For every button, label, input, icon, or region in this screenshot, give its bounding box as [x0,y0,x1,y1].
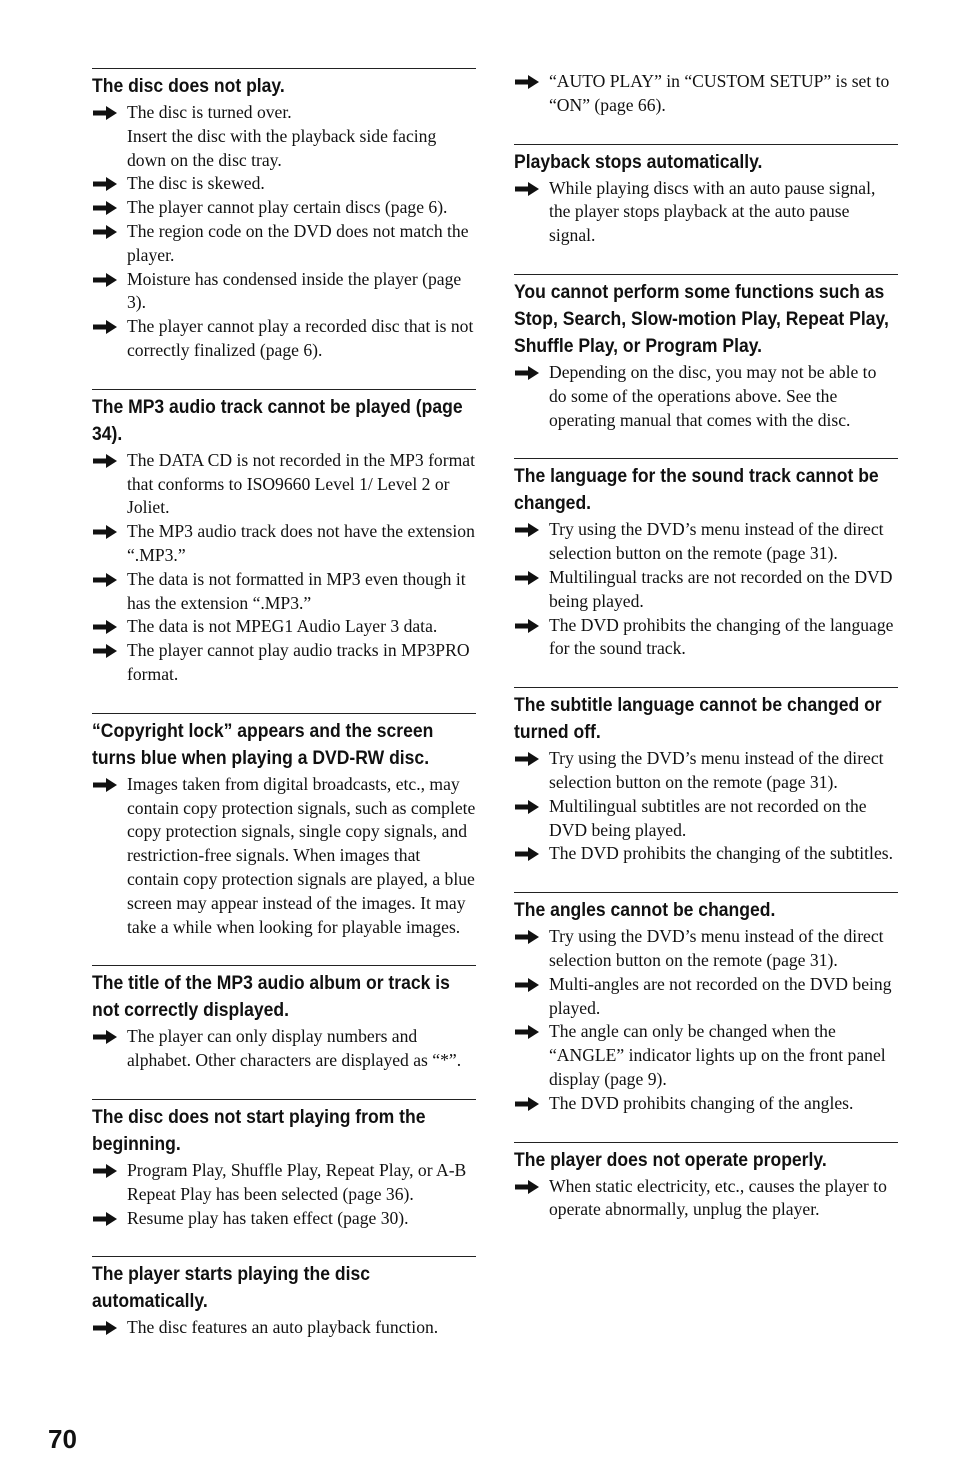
list-item-text: Depending on the disc, you may not be able to do some of the operations above. See the operating manual that comes with the disc. [549,361,877,430]
list-item-text: The player can only display numbers and alphabet. Other characters are displayed as “*”. [127,1026,462,1071]
list-item-text: The angle can only be changed when the “ANGLE” indicator lights up on the front panel display (page 9). [549,1021,886,1089]
list-item [92,315,476,363]
list-item-text: The player cannot play certain discs (page 6). [127,197,448,218]
arrow-icon [92,572,118,588]
list-item [514,518,898,566]
list-item [92,568,476,616]
troubleshooting-section [92,389,476,687]
list-item-text: The disc is turned over. Insert the disc with the playback side facing down on the disc tray. [127,102,437,170]
arrow-icon [92,176,118,192]
list-item [514,973,898,1021]
list-item [92,639,476,687]
list-item [514,566,898,614]
arrow-icon [92,1320,118,1336]
troubleshooting-section [92,1099,476,1230]
arrow-icon [514,1096,540,1112]
troubleshooting-section [514,274,898,432]
list-item [92,773,476,940]
section-heading: The disc does not start playing from the beginning. [92,1105,426,1155]
arrow-icon [92,643,118,659]
section-heading: The title of the MP3 audio album or track is not correctly displayed. [92,972,450,1022]
arrow-icon [92,1163,118,1179]
list-item-text: Multi-angles are not recorded on the DVD being played. [549,973,892,1018]
arrow-icon [92,777,118,793]
list-item-text: The region code on the DVD does not match the player. [127,220,469,265]
arrow-icon [514,1179,540,1195]
arrow-icon [514,570,540,586]
list-item [92,1025,476,1073]
arrow-icon [92,200,118,216]
list-item [514,1092,898,1116]
list-item [92,520,476,568]
list-item-text: Program Play, Shuffle Play, Repeat Play, or A-B Repeat Play has been selected (page 36). [127,1159,467,1204]
list-item-text: The DVD prohibits the changing of the subtitles. [549,843,893,864]
section-heading: The player does not operate properly. [514,1148,827,1171]
list-item-text: Multilingual subtitles are not recorded on the DVD being played. [549,795,867,840]
list-item-text: “AUTO PLAY” in “CUSTOM SETUP” is set to “ON” (page 66). [549,71,890,115]
troubleshooting-section [92,68,476,363]
list-item-text: The DVD prohibits the changing of the language for the sound track. [549,614,894,659]
list-item-text: Multilingual tracks are not recorded on the DVD being played. [549,566,893,611]
section-heading: The MP3 audio track cannot be played (page 34). [92,395,463,445]
section-heading: The player starts playing the disc automatically. [92,1263,370,1313]
arrow-icon [514,522,540,538]
list-item [92,268,476,316]
list-item [92,101,476,172]
list-item [514,70,898,118]
list-item [92,1159,476,1207]
troubleshooting-section [514,458,898,661]
troubleshooting-section [514,68,898,118]
arrow-icon [514,618,540,634]
troubleshooting-section [92,1256,476,1340]
section-heading: The disc does not play. [92,75,285,97]
troubleshooting-section [92,713,476,940]
arrow-icon [514,181,540,197]
right-column [514,68,898,1248]
list-item [514,177,898,248]
list-item [92,172,476,196]
list-item [514,614,898,662]
arrow-icon [92,1029,118,1045]
arrow-icon [514,365,540,381]
list-item [514,925,898,973]
arrow-icon [92,105,118,121]
arrow-icon [514,751,540,767]
list-item-text: The player cannot play a recorded disc that is not correctly finalized (page 6). [127,316,474,360]
arrow-icon [514,929,540,945]
arrow-icon [92,619,118,635]
arrow-icon [92,524,118,540]
list-item [514,1175,898,1223]
troubleshooting-section [514,892,898,1115]
list-item [92,1207,476,1231]
arrow-icon [92,319,118,335]
troubleshooting-section [514,1142,898,1223]
list-item-text: Moisture has condensed inside the player (page 3). [127,268,462,313]
left-column [92,68,476,1366]
list-item-text: Images taken from digital broadcasts, etc., may contain copy protection signals, such as complete copy protection signals, single copy signals, and restriction-free signals. When images that contain copy protection signals are played, a blue screen may appear instead of the images. It may take a while when looking for playable images. [127,773,476,937]
list-item-text: The disc is skewed. [127,173,265,194]
list-item-text: Try using the DVD’s menu instead of the direct selection button on the remote (page 31). [549,748,884,792]
list-item [514,795,898,843]
list-item [92,449,476,520]
section-heading: Playback stops automatically. [514,150,763,173]
list-item-text: Resume play has taken effect (page 30). [127,1207,409,1228]
arrow-icon [514,977,540,993]
section-heading: The angles cannot be changed. [514,899,776,922]
list-item [514,842,898,866]
list-item-text: The player cannot play audio tracks in MP3PRO format. [127,640,470,684]
page-number: 70 [48,1424,77,1454]
section-heading: You cannot perform some functions such as Stop, Search, Slow-motion Play, Repeat Play, Shuffle Play, or Program Play. [514,280,889,357]
list-item [514,361,898,432]
arrow-icon [92,224,118,240]
troubleshooting-section [514,687,898,866]
list-item [92,1316,476,1340]
list-item [514,1020,898,1091]
section-heading: “Copyright lock” appears and the screen turns blue when playing a DVD-RW disc. [92,719,434,769]
list-item-text: The data is not MPEG1 Audio Layer 3 data. [127,616,438,637]
list-item-text: While playing discs with an auto pause signal, the player stops playback at the auto pause signal. [549,177,876,246]
list-item-text: The MP3 audio track does not have the extension “.MP3.” [127,521,475,565]
list-item-text: The disc features an auto playback function. [127,1317,439,1338]
list-item [92,615,476,639]
troubleshooting-section [514,144,898,248]
section-heading: The subtitle language cannot be changed or turned off. [514,694,882,744]
list-item-text: The DVD prohibits changing of the angles. [549,1092,854,1113]
list-item-text: The data is not formatted in MP3 even though it has the extension “.MP3.” [127,568,466,613]
troubleshooting-section [92,965,476,1073]
list-item [514,747,898,795]
list-item-text: When static electricity, etc., causes the player to operate abnormally, unplug the player. [549,1175,887,1220]
list-item-text: Try using the DVD’s menu instead of the direct selection button on the remote (page 31). [549,519,884,564]
section-heading: The language for the sound track cannot be changed. [514,465,879,515]
arrow-icon [514,846,540,862]
list-item-text: Try using the DVD’s menu instead of the direct selection button on the remote (page 31). [549,926,884,970]
arrow-icon [514,799,540,815]
arrow-icon [514,74,540,90]
arrow-icon [92,453,118,469]
list-item-text: The DATA CD is not recorded in the MP3 format that conforms to ISO9660 Level 1/ Level 2 or Joliet. [127,449,475,518]
list-item [92,220,476,268]
arrow-icon [92,1211,118,1227]
list-item [92,196,476,220]
arrow-icon [514,1024,540,1040]
arrow-icon [92,272,118,288]
